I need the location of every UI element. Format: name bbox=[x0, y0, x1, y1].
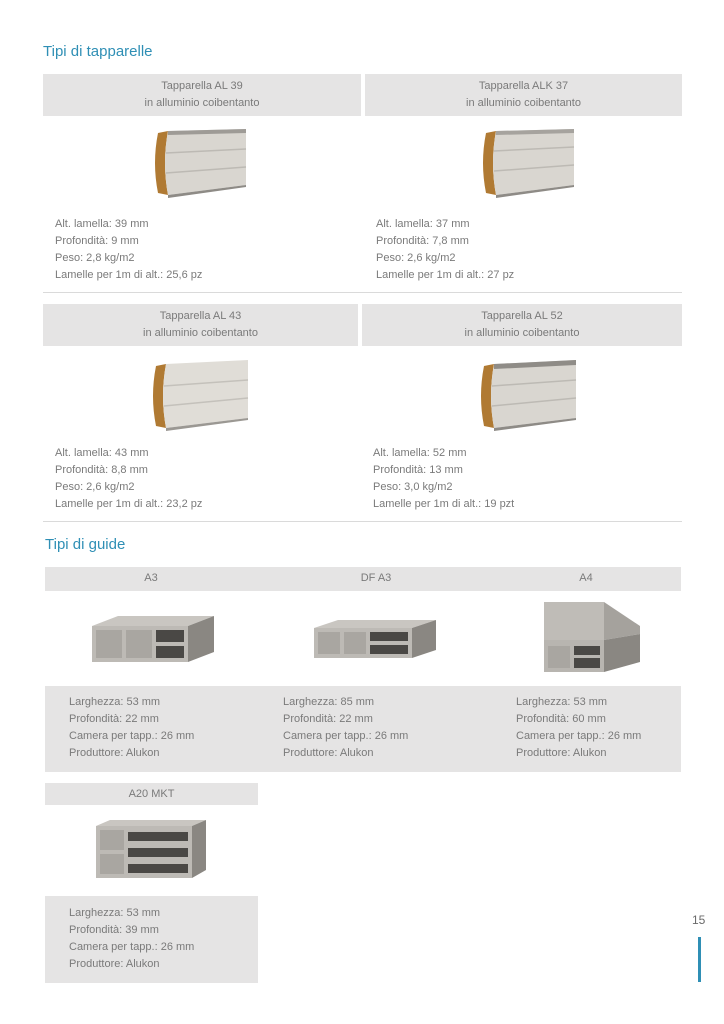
shutter-al39-image bbox=[150, 125, 250, 200]
spec-line: Camera per tapp.: 26 mm bbox=[516, 730, 642, 742]
guide-name: A20 MKT bbox=[128, 788, 175, 800]
shutter-al39-specs bbox=[55, 216, 202, 284]
guide-header-a20-mkt bbox=[45, 783, 258, 805]
shutter-name: Tapparella AL 43 bbox=[159, 310, 242, 322]
spec-line: Peso: 2,8 kg/m2 bbox=[55, 252, 135, 264]
guide-df-a3-specs bbox=[283, 694, 408, 762]
shutter-header-alk37 bbox=[365, 74, 682, 116]
shutters-section-title: Tipi di tapparelle bbox=[43, 43, 153, 60]
divider bbox=[43, 521, 682, 522]
guide-a4-specs bbox=[516, 694, 641, 762]
spec-line: Camera per tapp.: 26 mm bbox=[69, 941, 195, 953]
shutter-subtitle: in alluminio coibentanto bbox=[143, 327, 258, 339]
page-number: 15 bbox=[692, 913, 706, 927]
spec-line: Larghezza: 53 mm bbox=[516, 696, 608, 708]
shutter-name: Tapparella AL 52 bbox=[481, 310, 563, 322]
spec-line: Lamelle per 1m di alt.: 27 pz bbox=[376, 269, 515, 281]
guide-name-a4: A4 bbox=[579, 572, 593, 584]
spec-line: Peso: 2,6 kg/m2 bbox=[55, 481, 135, 493]
shutter-header-al39 bbox=[43, 74, 361, 116]
spec-line: Alt. lamella: 37 mm bbox=[376, 218, 470, 230]
guide-df-a3-image bbox=[310, 612, 440, 664]
shutter-alk37-specs bbox=[376, 216, 514, 284]
spec-line: Peso: 3,0 kg/m2 bbox=[373, 481, 453, 493]
spec-line: Profondità: 39 mm bbox=[69, 924, 159, 936]
guide-a4-image bbox=[540, 600, 644, 676]
shutter-alk37-image bbox=[478, 125, 578, 200]
spec-line: Produttore: Alukon bbox=[69, 747, 160, 759]
guide-a3-specs bbox=[69, 694, 194, 762]
shutter-subtitle: in alluminio coibentanto bbox=[466, 97, 581, 109]
spec-line: Profondità: 9 mm bbox=[55, 235, 139, 247]
spec-line: Larghezza: 85 mm bbox=[283, 696, 375, 708]
spec-line: Lamelle per 1m di alt.: 25,6 pz bbox=[55, 269, 203, 281]
guide-a3-image bbox=[88, 608, 218, 668]
guide-name-a3: A3 bbox=[144, 572, 158, 584]
shutter-al52-specs bbox=[373, 445, 514, 513]
spec-line: Profondità: 22 mm bbox=[69, 713, 159, 725]
spec-line: Profondità: 60 mm bbox=[516, 713, 606, 725]
shutter-header-al52 bbox=[362, 304, 682, 346]
shutter-subtitle: in alluminio coibentanto bbox=[464, 327, 580, 339]
guide-a20-mkt-specs bbox=[69, 905, 194, 973]
shutter-name: Tapparella ALK 37 bbox=[478, 80, 569, 92]
guide-a20-mkt-image bbox=[92, 818, 210, 882]
spec-line: Alt. lamella: 43 mm bbox=[55, 447, 149, 459]
spec-line: Larghezza: 53 mm bbox=[69, 696, 161, 708]
spec-line: Profondità: 13 mm bbox=[373, 464, 463, 476]
spec-line: Lamelle per 1m di alt.: 23,2 pz bbox=[55, 498, 203, 510]
shutter-header-al43 bbox=[43, 304, 358, 346]
spec-line: Camera per tapp.: 26 mm bbox=[283, 730, 409, 742]
spec-line: Alt. lamella: 39 mm bbox=[55, 218, 149, 230]
page-accent-bar bbox=[698, 937, 701, 982]
shutter-al43-specs bbox=[55, 445, 202, 513]
spec-line: Produttore: Alukon bbox=[516, 747, 607, 759]
spec-line: Profondità: 7,8 mm bbox=[376, 235, 469, 247]
divider bbox=[43, 292, 682, 293]
spec-line: Profondità: 8,8 mm bbox=[55, 464, 148, 476]
spec-line: Camera per tapp.: 26 mm bbox=[69, 730, 195, 742]
spec-line: Larghezza: 53 mm bbox=[69, 907, 161, 919]
shutter-al52-image bbox=[476, 356, 580, 434]
spec-line: Peso: 2,6 kg/m2 bbox=[376, 252, 456, 264]
shutter-subtitle: in alluminio coibentanto bbox=[144, 97, 260, 109]
shutter-name: Tapparella AL 39 bbox=[161, 80, 243, 92]
spec-line: Profondità: 22 mm bbox=[283, 713, 373, 725]
spec-line: Produttore: Alukon bbox=[283, 747, 374, 759]
guide-name-df-a3: DF A3 bbox=[360, 572, 392, 584]
spec-line: Produttore: Alukon bbox=[69, 958, 160, 970]
shutter-al43-image bbox=[148, 356, 252, 434]
guides-section-title: Tipi di guide bbox=[45, 536, 126, 553]
spec-line: Alt. lamella: 52 mm bbox=[373, 447, 467, 459]
spec-line: Lamelle per 1m di alt.: 19 pzt bbox=[373, 498, 515, 510]
